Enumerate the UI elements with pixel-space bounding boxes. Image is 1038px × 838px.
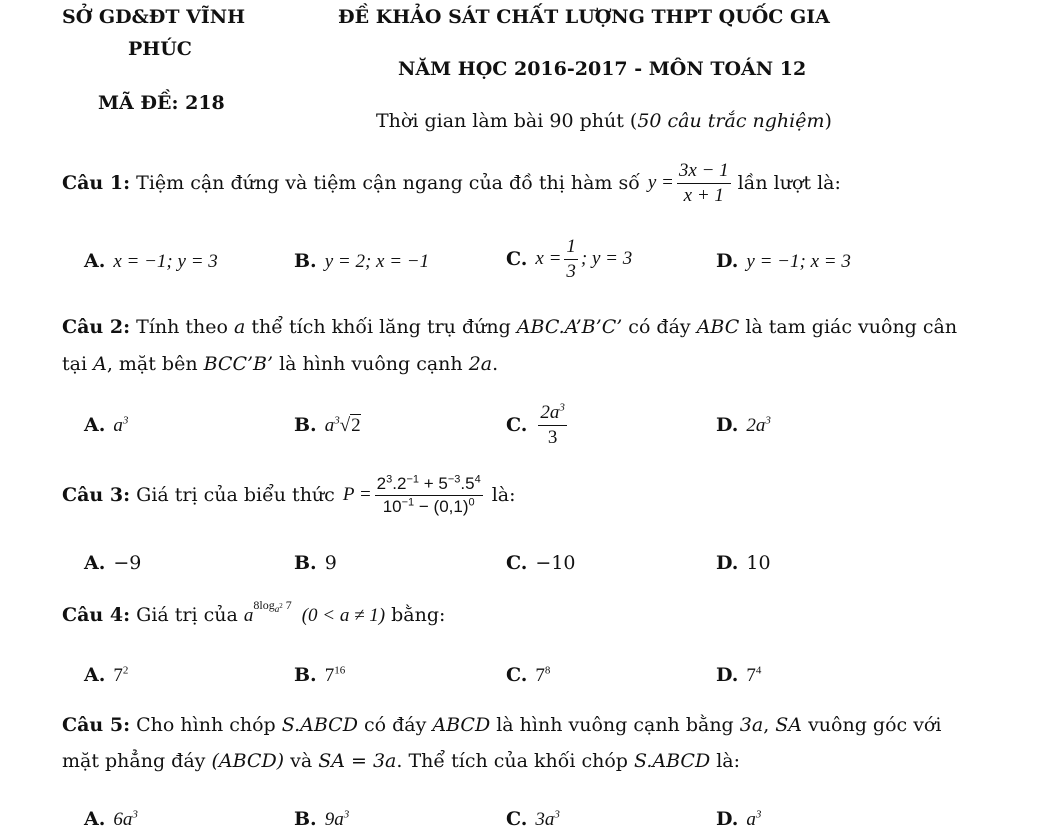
question-math: ABC [696, 316, 740, 338]
option-label: B. [294, 552, 317, 574]
option-value: a [113, 415, 123, 436]
fraction-denominator: 3 [547, 426, 558, 448]
fraction-numerator: 1 [564, 236, 578, 260]
option-value: 9 [324, 552, 337, 574]
option-exponent: 8 [544, 664, 551, 677]
option-value: 6a [113, 809, 133, 830]
question-text: có đáy [357, 714, 433, 736]
option-value-rest: ; y = 3 [580, 248, 633, 270]
num-part: .2 [392, 474, 407, 493]
time-close: ) [824, 110, 832, 132]
question-math: BCC’B’ [203, 353, 274, 375]
question-text: là tam giác vuông cân [739, 316, 958, 338]
question-2-line1 [62, 316, 957, 338]
question-math: 3a [739, 714, 764, 736]
question-math: (ABCD) [211, 750, 285, 772]
num-exp: −1 [406, 473, 419, 486]
exam-time [376, 110, 832, 132]
question-text: Giá trị của [130, 604, 244, 626]
option-label: C. [506, 248, 528, 271]
option-label: B. [294, 808, 317, 830]
option-d[interactable] [716, 808, 761, 831]
option-d[interactable] [716, 552, 771, 574]
option-value: 7 [535, 665, 545, 686]
question-text-end: bằng: [385, 604, 446, 626]
fraction-denominator: 3 [566, 260, 576, 282]
option-value: 2a [746, 415, 766, 436]
exam-title: ĐỀ KHẢO SÁT CHẤT LƯỢNG THPT QUỐC GIA [338, 6, 830, 28]
question-text: . [492, 353, 499, 375]
option-c[interactable] [506, 808, 560, 831]
option-a[interactable] [84, 664, 128, 687]
question-math: ABCD [432, 714, 491, 736]
option-value: −9 [113, 552, 142, 574]
option-label: A. [84, 552, 106, 574]
option-label: A. [84, 250, 106, 272]
option-b[interactable] [294, 664, 345, 687]
option-d[interactable] [716, 414, 771, 437]
option-exponent: 3 [554, 808, 560, 821]
question-text-end: là: [491, 484, 516, 507]
question-5-line2 [62, 750, 740, 772]
time-text: Thời gian làm bài 90 phút ( [376, 110, 638, 132]
num-part: 2 [376, 474, 387, 493]
question-text: là: [710, 750, 741, 772]
num-exp: −3 [447, 473, 461, 486]
log-base-exp: 2 [279, 602, 283, 611]
time-italic: 50 câu trắc nghiệm [637, 110, 825, 132]
question-text: thể tích khối lăng trụ đứng [245, 316, 517, 338]
option-label: C. [506, 808, 528, 830]
option-value: x = −1; y = 3 [113, 251, 218, 272]
option-value: 9a [324, 809, 344, 830]
question-text: Cho hình chóp [130, 714, 282, 736]
option-exponent: 16 [334, 664, 346, 677]
option-value-lhs: x = [535, 248, 562, 270]
question-var: a [234, 316, 246, 338]
option-exponent: 2 [122, 664, 129, 677]
question-text: là hình vuông cạnh [273, 353, 469, 375]
question-1 [62, 160, 841, 207]
sqrt-symbol: √ [339, 415, 351, 436]
option-d[interactable] [716, 664, 761, 687]
num-part: + 5 [418, 474, 448, 493]
option-label: D. [716, 250, 739, 272]
option-value: 3a [535, 809, 555, 830]
option-label: C. [506, 552, 528, 574]
option-b[interactable] [294, 552, 337, 574]
question-math: SA = 3a [318, 750, 397, 772]
question-text: , mặt bên [106, 353, 204, 375]
option-c[interactable] [506, 664, 550, 687]
option-value: y = 2; x = −1 [324, 251, 430, 272]
org-line2: PHÚC [128, 38, 192, 60]
question-text: và [284, 750, 319, 772]
option-exponent: 3 [559, 401, 565, 414]
question-math: ABC.A’B’C’ [516, 316, 623, 338]
question-text: có đáy [622, 316, 697, 338]
option-label: D. [716, 552, 739, 574]
option-label: A. [84, 664, 106, 686]
function-lhs: y = [647, 172, 674, 194]
option-a[interactable] [84, 250, 218, 273]
option-value: 7 [113, 665, 123, 686]
option-label: D. [716, 664, 739, 686]
den-part: − (0,1) [414, 496, 469, 516]
question-label: Câu 2: [62, 316, 131, 338]
option-a[interactable] [84, 414, 128, 437]
option-value: 7 [324, 665, 335, 686]
function-fraction [677, 160, 731, 207]
question-text: Giá trị của biểu thức [130, 484, 335, 507]
option-c[interactable] [506, 236, 632, 283]
option-label: D. [716, 808, 739, 830]
fraction-numerator: 3x − 1 [677, 160, 731, 184]
condition: (0 < a ≠ 1) [301, 605, 386, 626]
question-5-line1 [62, 714, 941, 736]
option-c[interactable] [506, 402, 570, 449]
power-base: a [243, 605, 254, 626]
question-text: Tiệm cận đứng và tiệm cận ngang của đồ thị hàm số [130, 172, 640, 195]
question-text: tại [62, 353, 94, 375]
fraction-numerator [375, 474, 483, 496]
org-line1: SỞ GD&ĐT VĨNH [62, 6, 246, 28]
option-exponent: 3 [122, 414, 129, 427]
den-part: 10 [382, 496, 402, 516]
log-arg: 7 [282, 598, 292, 612]
question-math: S.ABCD [634, 750, 711, 772]
question-math: A [93, 353, 107, 375]
question-text: Tính theo [130, 316, 235, 338]
option-label: B. [294, 664, 317, 686]
fraction-denominator: x + 1 [683, 184, 724, 206]
option-exponent: 3 [343, 808, 350, 821]
option-exponent: 3 [765, 414, 771, 427]
exam-code: MÃ ĐỀ: 218 [98, 92, 225, 114]
option-label: A. [84, 808, 106, 830]
question-label: Câu 4: [62, 604, 131, 626]
question-text: , [763, 714, 776, 736]
option-exponent: 3 [132, 808, 138, 821]
exam-subtitle: NĂM HỌC 2016-2017 - MÔN TOÁN 12 [398, 58, 807, 80]
option-exponent: 4 [755, 664, 762, 677]
question-2-line2 [62, 353, 498, 375]
option-label: C. [506, 414, 528, 437]
option-exponent: 3 [334, 414, 340, 427]
option-value: a [746, 809, 756, 830]
sqrt-radicand: 2 [351, 415, 361, 436]
log-base: a [274, 604, 280, 615]
question-3 [62, 474, 516, 516]
option-value: y = −1; x = 3 [746, 251, 851, 272]
question-text-end: lần lượt là: [737, 172, 841, 195]
question-math: S.ABCD [281, 714, 358, 736]
question-text: là hình vuông cạnh bằng [490, 714, 740, 736]
option-fraction [564, 236, 578, 283]
den-exp: −1 [401, 495, 415, 508]
expression-fraction [375, 474, 483, 516]
option-value: 10 [746, 552, 771, 574]
option-label: A. [84, 414, 106, 436]
option-value: 7 [746, 665, 756, 686]
question-text: mặt phẳng đáy [62, 750, 212, 772]
num-part: .5 [460, 474, 475, 493]
num-exp: 3 [386, 473, 393, 486]
option-a[interactable] [84, 552, 141, 574]
option-b[interactable] [294, 808, 349, 831]
expression-lhs: P = [342, 484, 372, 506]
option-fraction [538, 402, 567, 449]
fraction-numerator: 2a [540, 402, 560, 423]
option-d[interactable] [716, 250, 851, 273]
option-label: D. [716, 414, 739, 436]
option-label: B. [294, 250, 317, 272]
option-b[interactable] [294, 414, 361, 437]
question-math: 2a [468, 353, 493, 375]
option-exponent: 3 [755, 808, 762, 821]
option-label: C. [506, 664, 528, 686]
num-exp: 4 [474, 473, 481, 486]
option-c[interactable] [506, 552, 576, 574]
question-text: . Thể tích của khối chóp [396, 750, 634, 772]
question-label: Câu 1: [62, 172, 131, 195]
option-label: B. [294, 414, 317, 436]
question-4 [62, 598, 446, 627]
question-math: SA [775, 714, 803, 736]
fraction-denominator [381, 496, 477, 517]
question-text: vuông góc với [802, 714, 942, 736]
question-label: Câu 3: [62, 484, 131, 507]
den-exp: 0 [468, 495, 475, 508]
option-a[interactable] [84, 808, 138, 831]
option-value: −10 [535, 552, 576, 574]
question-label: Câu 5: [62, 714, 131, 736]
power-exponent: 8log [253, 598, 275, 612]
option-value: a [324, 415, 335, 436]
option-b[interactable] [294, 250, 429, 273]
